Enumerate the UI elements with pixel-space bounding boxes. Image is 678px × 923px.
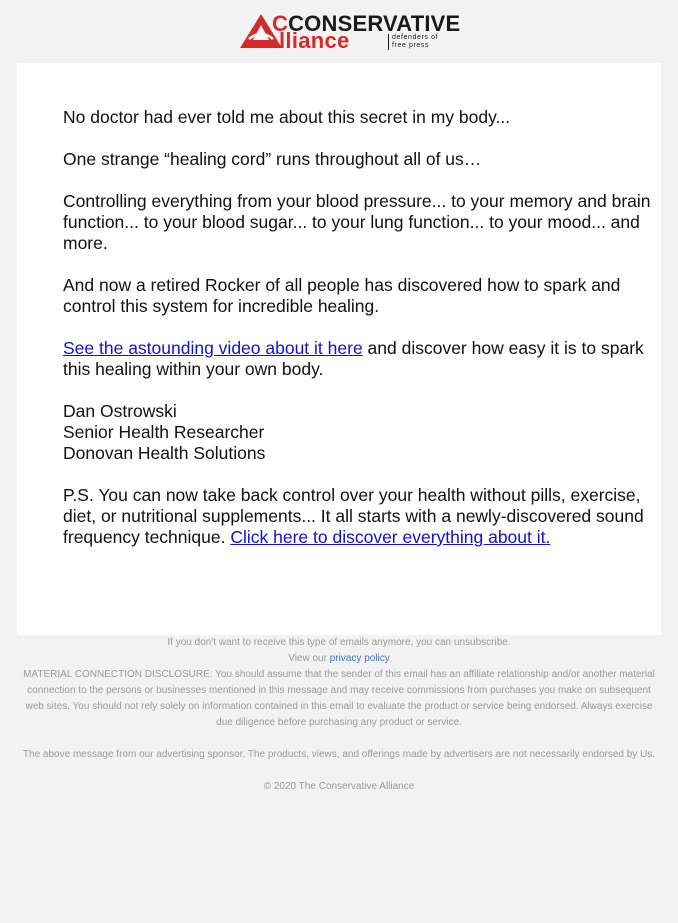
sponsor-notice: The above message from our advertising sponsor. The products, views, and offerings made by advertisers are not necessarily endorsed by Us. <box>22 749 656 760</box>
privacy-prefix: View our <box>288 653 330 664</box>
conservative-alliance-logo[interactable] <box>239 11 461 53</box>
postscript-text: P.S. You can now take back control over your health without pills, exercise, diet, or nutritional supplements... It all starts with a newly-discovered sound frequency technique. <box>63 485 644 547</box>
logo-wordmark-top: CCONSERVATIVE <box>272 11 461 36</box>
signature-title: Senior Health Researcher <box>63 422 265 442</box>
paragraph-controlling: Controlling everything from your blood pressure... to your memory and brain function... to your blood sugar... to your lung function... to your mood... and more. <box>63 191 651 253</box>
signature-name: Dan Ostrowski <box>63 401 177 421</box>
paragraph-healing-cord: One strange “healing cord” runs throughout all of us… <box>63 149 482 169</box>
privacy-line <box>17 651 661 667</box>
discover-link[interactable]: Click here to discover everything about it. <box>230 527 551 547</box>
video-cta-text: and discover how easy it is to spark this healing within your own body. <box>63 338 644 379</box>
email-content <box>63 107 663 569</box>
signature <box>63 401 663 464</box>
paragraph-video-cta <box>63 338 663 380</box>
email-footer <box>17 635 661 795</box>
logo-wordmark-bottom: lliance <box>279 28 350 53</box>
email-header <box>0 0 678 63</box>
material-disclosure: MATERIAL CONNECTION DISCLOSURE: You should assume that the sender of this email has an affiliate relationship and/or another material connection to the persons or businesses mentioned in this message and may receive commissions from purchases you make on subsequent web sites. You should not rely solely on information contained in this email to evaluate the product or service being endorsed. Always exercise due diligence before purchasing any product or service. <box>23 669 655 728</box>
logo-tagline: defenders of free press <box>388 34 444 50</box>
paragraph-rocker: And now a retired Rocker of all people has discovered how to spark and control this system for incredible healing. <box>63 275 621 316</box>
video-link[interactable]: See the astounding video about it here <box>63 338 363 358</box>
footer-spacer <box>17 763 661 779</box>
privacy-policy-link[interactable]: privacy policy <box>329 653 390 664</box>
copyright: © 2020 The Conservative Alliance <box>263 781 415 792</box>
signature-company: Donovan Health Solutions <box>63 443 266 463</box>
unsubscribe-text[interactable]: If you don't want to receive this type of emails anymore, you can unsubscribe. <box>167 637 511 648</box>
footer-spacer <box>17 731 661 747</box>
postscript <box>63 485 663 548</box>
paragraph-intro: No doctor had ever told me about this secret in my body... <box>63 107 511 127</box>
email-body-card <box>17 63 661 635</box>
